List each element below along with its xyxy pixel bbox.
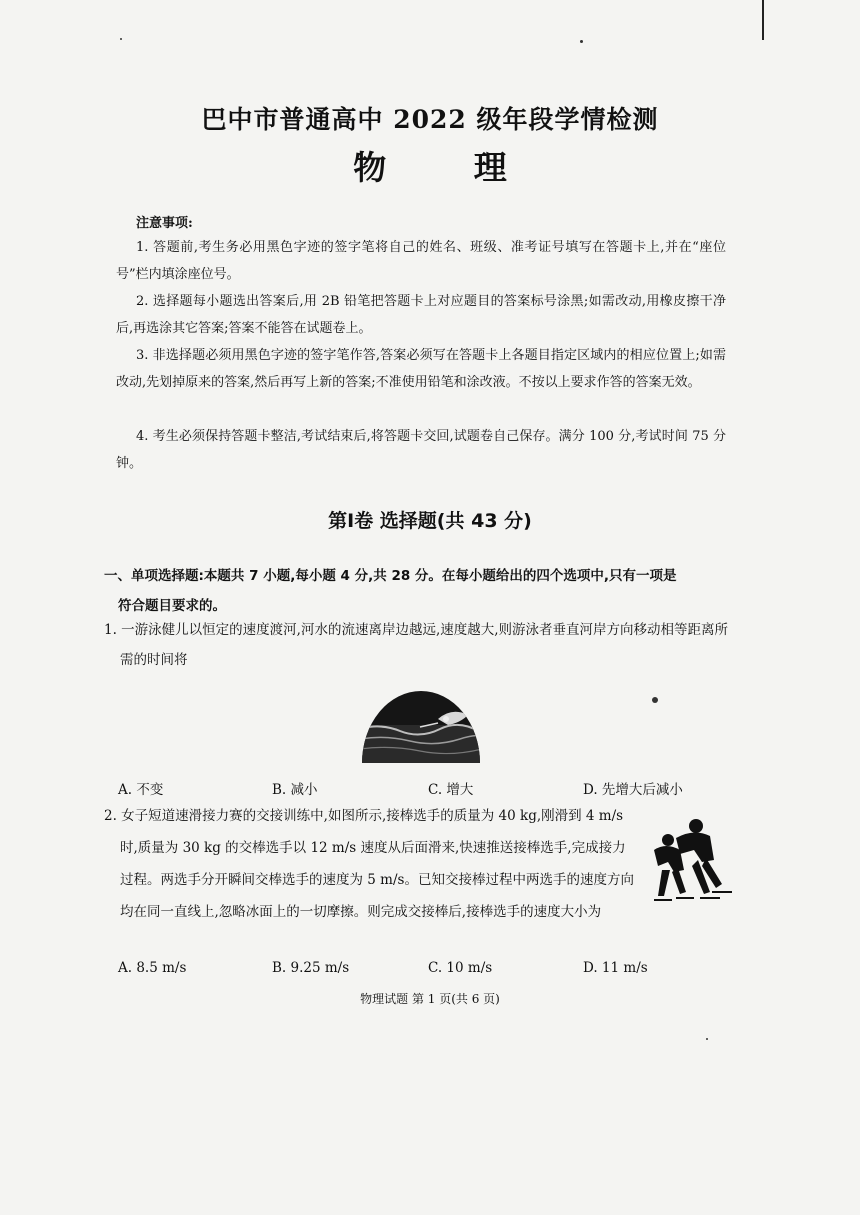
- scan-speck: [120, 38, 122, 40]
- notice-item: 1. 答题前,考生务必用黑色字迹的签字笔将自己的姓名、班级、准考证号填写在答题卡上,并在“座位号”栏内填涂座位号。: [116, 240, 726, 282]
- notice-item: 4. 考生必须保持答题卡整洁,考试结束后,将答题卡交回,试题卷自己保存。满分 100 分,考试时间 75 分钟。: [116, 429, 726, 471]
- scan-speck: [706, 1038, 708, 1040]
- q1-option-c: C. 增大: [428, 782, 474, 798]
- scan-speck: [580, 40, 583, 43]
- section-title: 第Ⅰ卷 选择题(共 43 分): [328, 510, 532, 532]
- notice-item: 2. 选择题每小题选出答案后,用 2B 铅笔把答题卡上对应题目的答案标号涂黑;如需改动,用橡皮擦干净后,再选涂其它答案;答案不能答在试题卷上。: [116, 294, 726, 336]
- page-footer: 物理试题 第 1 页(共 6 页): [360, 992, 500, 1006]
- scan-edge-line: [762, 0, 764, 40]
- scan-speck: [652, 697, 658, 703]
- exam-title: 巴中市普通高中 2022 级年段学情检测: [201, 105, 659, 134]
- question-1: [104, 615, 734, 675]
- question-2-text: 2. 女子短道速滑接力赛的交接训练中,如图所示,接棒选手的质量为 40 kg,刚滑到 4 m/s 时,质量为 30 kg 的交棒选手以 12 m/s 速度从后面滑来,快速推送接棒选手,完成接力过程。两选手分开瞬间交棒选手的速度为 5 m/s。已知交接棒过程中两选手的速度方向均在同一直线上,忽略冰面上的一切摩擦。则完成交接棒后,接棒选手的速度大小为: [104, 808, 634, 920]
- q2-option-b: B. 9.25 m/s: [272, 960, 350, 976]
- q2-option-c: C. 10 m/s: [428, 960, 493, 976]
- notice-item: 3. 非选择题必须用黑色字迹的签字笔作答,答案必须写在答题卡上各题目指定区域内的相应位置上;如需改动,先划掉原来的答案,然后再写上新的答案;不准使用铅笔和涂改液。不按以上要求作答的答案无效。: [116, 348, 726, 390]
- part-heading: [104, 561, 734, 621]
- part-heading-line2: 符合题目要求的。: [118, 598, 226, 614]
- q1-option-a: A. 不变: [118, 782, 164, 798]
- notice-heading: 注意事项:: [136, 216, 193, 231]
- q1-option-b: B. 减小: [272, 782, 318, 798]
- swimmer-river-image: [360, 685, 482, 763]
- part-heading-line1: 一、单项选择题:本题共 7 小题,每小题 4 分,共 28 分。在每小题给出的四个选项中,只有一项是: [104, 568, 677, 584]
- question-1-text: 1. 一游泳健儿以恒定的速度渡河,河水的流速离岸边越远,速度越大,则游泳者垂直河岸方向移动相等距离所需的时间将: [104, 622, 729, 668]
- question-2: [104, 800, 634, 928]
- q2-option-d: D. 11 m/s: [583, 960, 648, 976]
- q1-option-d: D. 先增大后减小: [583, 782, 683, 798]
- subject-title: 物 理: [353, 148, 545, 187]
- q2-option-a: A. 8.5 m/s: [118, 960, 187, 976]
- speed-skaters-image: [640, 810, 740, 910]
